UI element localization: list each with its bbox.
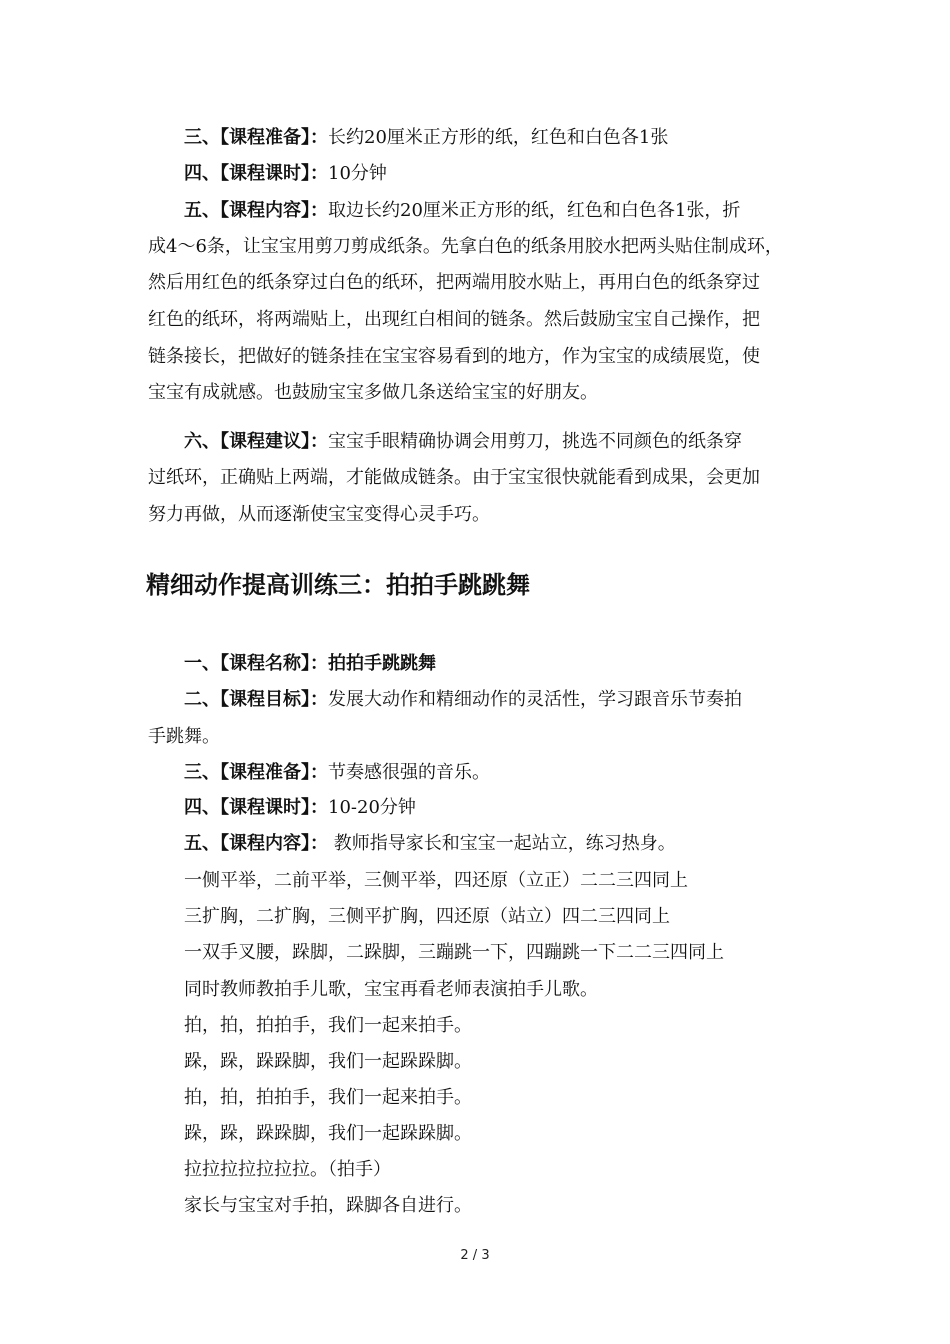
content-text: 拍，拍，拍拍手，我们一起来拍手。 — [184, 1087, 472, 1108]
content-text: 链条接长，把做好的链条挂在宝宝容易看到的地方，作为宝宝的成绩展览，使 — [148, 346, 760, 367]
advice-line — [184, 431, 810, 453]
goal-text: 手跳舞。 — [148, 726, 220, 747]
content-text: 取边长约20厘米正方形的纸，红色和白色各1张，折 — [328, 200, 741, 221]
content-text: 拉拉拉拉拉拉拉。（拍手） — [184, 1159, 391, 1180]
time-label: 四、【课程课时】： — [184, 797, 328, 818]
content-text: 拍，拍，拍拍手，我们一起来拍手。 — [184, 1015, 472, 1036]
advice-text: 努力再做，从而逐渐使宝宝变得心灵手巧。 — [148, 504, 490, 525]
time-label: 四、【课程课时】： — [184, 163, 328, 184]
prep-line — [184, 762, 810, 784]
advice-text: 过纸环，正确贴上两端，才能做成链条。由于宝宝很快就能看到成果，会更加 — [148, 467, 760, 488]
prep-line — [184, 127, 810, 149]
content-text: 宝宝有成就感。也鼓励宝宝多做几条送给宝宝的好朋友。 — [148, 382, 598, 403]
advice-label: 六、【课程建议】： — [184, 431, 328, 452]
time-text: 10-20分钟 — [328, 797, 416, 818]
goal-line — [184, 689, 810, 711]
content-text: 家长与宝宝对手拍，跺脚各自进行。 — [184, 1195, 472, 1216]
time-line — [184, 163, 810, 185]
content-text: 成4～6条，让宝宝用剪刀剪成纸条。先拿白色的纸条用胶水把两头贴住制成环， — [148, 236, 783, 257]
content-text: 教师指导家长和宝宝一起站立，练习热身。 — [328, 833, 676, 854]
content-line — [184, 200, 810, 222]
content-label: 五、【课程内容】： — [184, 833, 328, 854]
prep-label: 三、【课程准备】： — [184, 762, 328, 783]
time-line — [184, 797, 810, 819]
prep-text: 长约20厘米正方形的纸，红色和白色各1张 — [328, 127, 669, 148]
prep-label: 三、【课程准备】： — [184, 127, 328, 148]
content-text: 然后用红色的纸条穿过白色的纸环，把两端用胶水贴上，再用白色的纸条穿过 — [148, 272, 760, 293]
content-label: 五、【课程内容】： — [184, 200, 328, 221]
content-text: 一侧平举，二前平举，三侧平举，四还原（立正）二二三四同上 — [184, 870, 688, 891]
time-text: 10分钟 — [328, 163, 387, 184]
name-line — [184, 653, 810, 675]
goal-label: 二、【课程目标】： — [184, 689, 328, 710]
section-heading: 精细动作提高训练三：拍拍手跳跳舞 — [146, 571, 530, 599]
name-label: 一、【课程名称】： — [184, 653, 328, 674]
goal-text: 发展大动作和精细动作的灵活性，学习跟音乐节奏拍 — [328, 689, 742, 710]
advice-text: 宝宝手眼精确协调会用剪刀，挑选不同颜色的纸条穿 — [328, 431, 742, 452]
prep-text: 节奏感很强的音乐。 — [328, 762, 490, 783]
content-text: 跺，跺，跺跺脚，我们一起跺跺脚。 — [184, 1051, 472, 1072]
content-text: 同时教师教拍手儿歌，宝宝再看老师表演拍手儿歌。 — [184, 979, 598, 1000]
content-text: 跺，跺，跺跺脚，我们一起跺跺脚。 — [184, 1123, 472, 1144]
content-text: 一双手叉腰，跺脚，二跺脚，三蹦跳一下，四蹦跳一下二二三四同上 — [184, 942, 724, 963]
page-number: 2 / 3 — [460, 1248, 490, 1263]
content-text: 三扩胸，二扩胸，三侧平扩胸，四还原（站立）四二三四同上 — [184, 906, 670, 927]
content-text: 红色的纸环，将两端贴上，出现红白相间的链条。然后鼓励宝宝自己操作，把 — [148, 309, 760, 330]
content-line — [184, 833, 810, 855]
name-text: 拍拍手跳跳舞 — [328, 653, 436, 674]
